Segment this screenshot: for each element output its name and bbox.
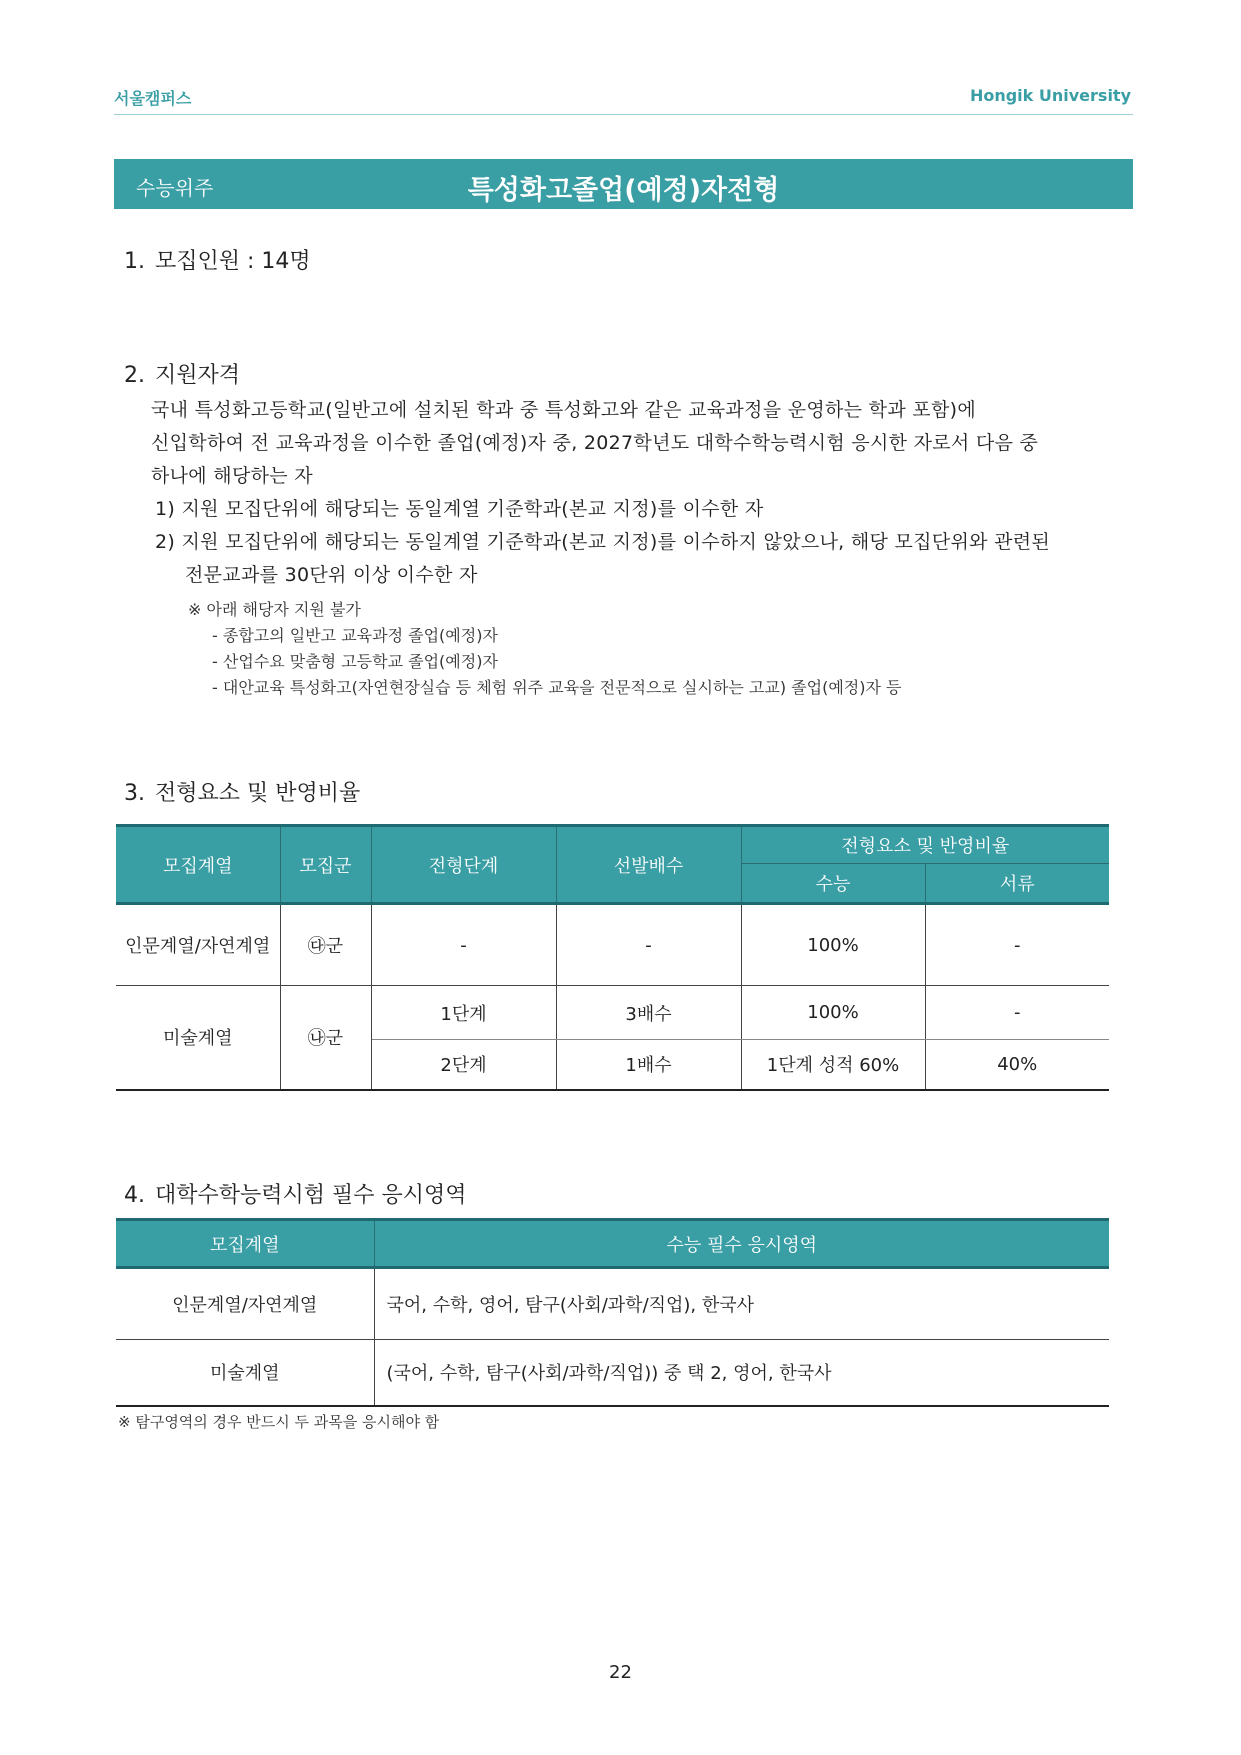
section-number: 1. (124, 249, 145, 274)
campus-label: 서울캠퍼스 (114, 89, 192, 108)
table-row (116, 904, 1109, 986)
table-row (116, 1268, 1109, 1340)
cell-field: 인문계열/자연계열 (116, 1268, 374, 1340)
section-number: 2. (124, 363, 145, 388)
table-footnote: ※ 탐구영역의 경우 반드시 두 과목을 응시해야 함 (118, 1413, 440, 1431)
cell-docs: - (925, 904, 1109, 986)
cell-stage: - (371, 904, 556, 986)
eligibility-line: 신입학하여 전 교육과정을 이수한 졸업(예정)자 중, 2027학년도 대학수학능력시험 응시한 자로서 다음 중 (151, 432, 1039, 454)
section-required-areas (124, 1178, 467, 1209)
cell-suneung: 100% (741, 904, 925, 986)
section-eligibility (124, 358, 240, 389)
cell-areas: (국어, 수학, 탐구(사회/과학/직업)) 중 택 2, 영어, 한국사 (374, 1340, 1109, 1406)
cell-stage: 2단계 (371, 1040, 556, 1090)
table-row (116, 1340, 1109, 1406)
cell-stage: 1단계 (371, 986, 556, 1040)
section-heading: 전형요소 및 반영비율 (155, 781, 361, 806)
exclusion-note: - 종합고의 일반고 교육과정 졸업(예정)자 (212, 626, 498, 645)
header-elements: 전형요소 및 반영비율 (741, 826, 1109, 864)
header-areas: 수능 필수 응시영역 (374, 1220, 1109, 1268)
header-suneung: 수능 (741, 864, 925, 904)
header-group: 모집군 (280, 826, 371, 904)
header-field: 모집계열 (116, 1220, 374, 1268)
eligibility-item: 2) 지원 모집단위에 해당되는 동일계열 기준학과(본교 지정)를 이수하지 않았으나, 해당 모집단위와 관련된 (155, 531, 1051, 553)
header-multiple: 선발배수 (556, 826, 741, 904)
cell-field: 인문계열/자연계열 (116, 904, 280, 986)
section-number: 3. (124, 781, 145, 806)
cell-suneung: 1단계 성적 60% (741, 1040, 925, 1090)
section-heading: 대학수학능력시험 필수 응시영역 (155, 1183, 467, 1208)
cell-multiple: 3배수 (556, 986, 741, 1040)
header-field: 모집계열 (116, 826, 280, 904)
cell-field: 미술계열 (116, 986, 280, 1090)
header-divider (114, 114, 1133, 115)
selection-elements-table (116, 824, 1109, 1091)
required-areas-table (116, 1218, 1109, 1407)
page-number: 22 (609, 1662, 632, 1683)
cell-docs: - (925, 986, 1109, 1040)
cell-areas: 국어, 수학, 영어, 탐구(사회/과학/직업), 한국사 (374, 1268, 1109, 1340)
exclusion-note: - 산업수요 맞춤형 고등학교 졸업(예정)자 (212, 652, 498, 671)
university-name: Hongik University (969, 86, 1131, 105)
cell-suneung: 100% (741, 986, 925, 1040)
cell-docs: 40% (925, 1040, 1109, 1090)
page-title: 특성화고졸업(예정)자전형 (467, 175, 780, 206)
eligibility-line: 국내 특성화고등학교(일반고에 설치된 학과 중 특성화고와 같은 교육과정을 운영하는 학과 포함)에 (151, 399, 976, 421)
header-docs: 서류 (925, 864, 1109, 904)
banner-tag: 수능위주 (136, 176, 214, 200)
section-heading: 지원자격 (155, 363, 241, 388)
admission-type-banner (114, 159, 1133, 209)
cell-multiple: 1배수 (556, 1040, 741, 1090)
exclusion-note-title: ※ 아래 해당자 지원 불가 (188, 600, 361, 619)
eligibility-item-continued: 전문교과를 30단위 이상 이수한 자 (185, 564, 478, 586)
cell-multiple: - (556, 904, 741, 986)
header-stage: 전형단계 (371, 826, 556, 904)
section-heading: 모집인원 : 14명 (155, 249, 311, 274)
exclusion-note: - 대안교육 특성화고(자연현장실습 등 체험 위주 교육을 전문적으로 실시하는 고교) 졸업(예정)자 등 (212, 678, 902, 697)
section-recruitment-count (124, 244, 311, 275)
cell-group: ㉰군 (280, 904, 371, 986)
table-row (116, 986, 1109, 1040)
section-number: 4. (124, 1183, 145, 1208)
section-selection-elements (124, 776, 360, 807)
cell-field: 미술계열 (116, 1340, 374, 1406)
eligibility-line: 하나에 해당하는 자 (151, 465, 313, 487)
eligibility-item: 1) 지원 모집단위에 해당되는 동일계열 기준학과(본교 지정)를 이수한 자 (155, 498, 764, 520)
cell-group: ㉯군 (280, 986, 371, 1090)
